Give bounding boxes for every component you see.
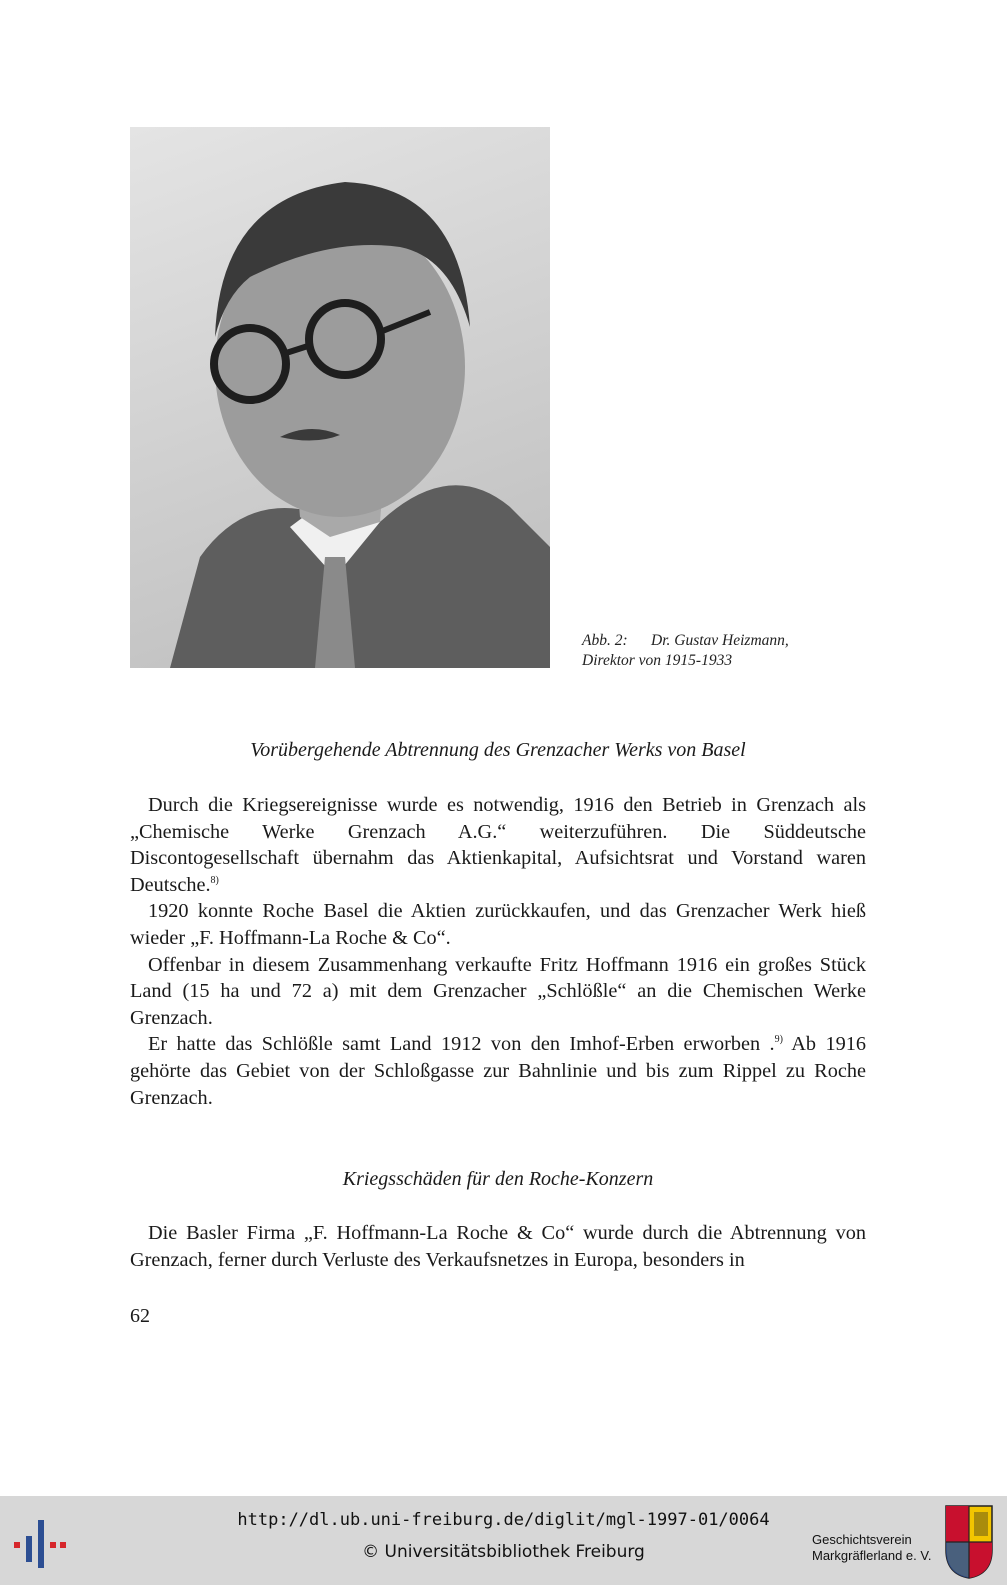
paragraph: 1920 konnte Roche Basel die Aktien zurückkaufen, und das Grenzacher Werk hieß wieder „F. Hoffmann-La Roche & Co“. (130, 900, 866, 949)
portrait-photo (130, 127, 550, 668)
figure-caption (582, 631, 789, 671)
section-2-body (130, 1220, 866, 1273)
society-line1: Geschichtsverein (812, 1532, 912, 1547)
caption-name: Dr. Gustav Heizmann, (651, 632, 789, 649)
copyright-notice: © Universitätsbibliothek Freiburg (362, 1542, 645, 1562)
paragraph-text: Durch die Kriegsereignisse wurde es notwendig, 1916 den Betrieb in Grenzach als „Chemische Werke Grenzach A.G.“ weiterzuführen. Die Süddeutsche Discontogesellschaft übernahm das Aktienkapital, Aufsichtsrat und Vorstand waren Deutsche. (130, 794, 866, 896)
paragraph-text: Er hatte das Schlößle samt Land 1912 von den Imhof-Erben erworben . (148, 1033, 775, 1056)
paragraph-text: Ab 1916 gehörte das Gebiet von der Schloßgasse zur Bahnlinie und bis zum Rippel zu Roche Grenzach. (130, 1033, 867, 1109)
coat-of-arms-icon (944, 1504, 994, 1580)
society-name (812, 1532, 931, 1564)
paragraph: Offenbar in diesem Zusammenhang verkaufte Fritz Hoffmann 1916 ein großes Stück Land (15 ha und 72 a) mit dem Grenzacher „Schlößle“ an die Chemischen Werke Grenzach. (130, 953, 866, 1029)
section-heading-1: Vorübergehende Abtrennung des Grenzacher Werks von Basel (250, 739, 746, 761)
caption-label: Abb. 2: (582, 632, 628, 649)
section-heading-2: Kriegsschäden für den Roche-Konzern (342, 1168, 654, 1190)
footnote-ref: 9) (774, 1034, 783, 1046)
page-number: 62 (130, 1305, 150, 1327)
paragraph: Die Basler Firma „F. Hoffmann-La Roche & Co“ wurde durch die Abtrennung von Grenzach, ferner durch Verluste des Verkaufsnetzes in Europa, besonders in (130, 1222, 866, 1271)
society-line2: Markgräflerland e. V. (812, 1548, 932, 1563)
portrait-illustration (130, 127, 550, 668)
paragraph (130, 792, 866, 898)
document-url-link[interactable]: http://dl.ub.uni-freiburg.de/diglit/mgl-1997-01/0064 (237, 1510, 770, 1530)
caption-line2: Direktor von 1915-1933 (582, 652, 733, 669)
paragraph (130, 1031, 866, 1111)
footer-banner (0, 1496, 1007, 1585)
section-1-body (130, 792, 866, 1111)
footnote-ref: 8) (210, 874, 219, 886)
